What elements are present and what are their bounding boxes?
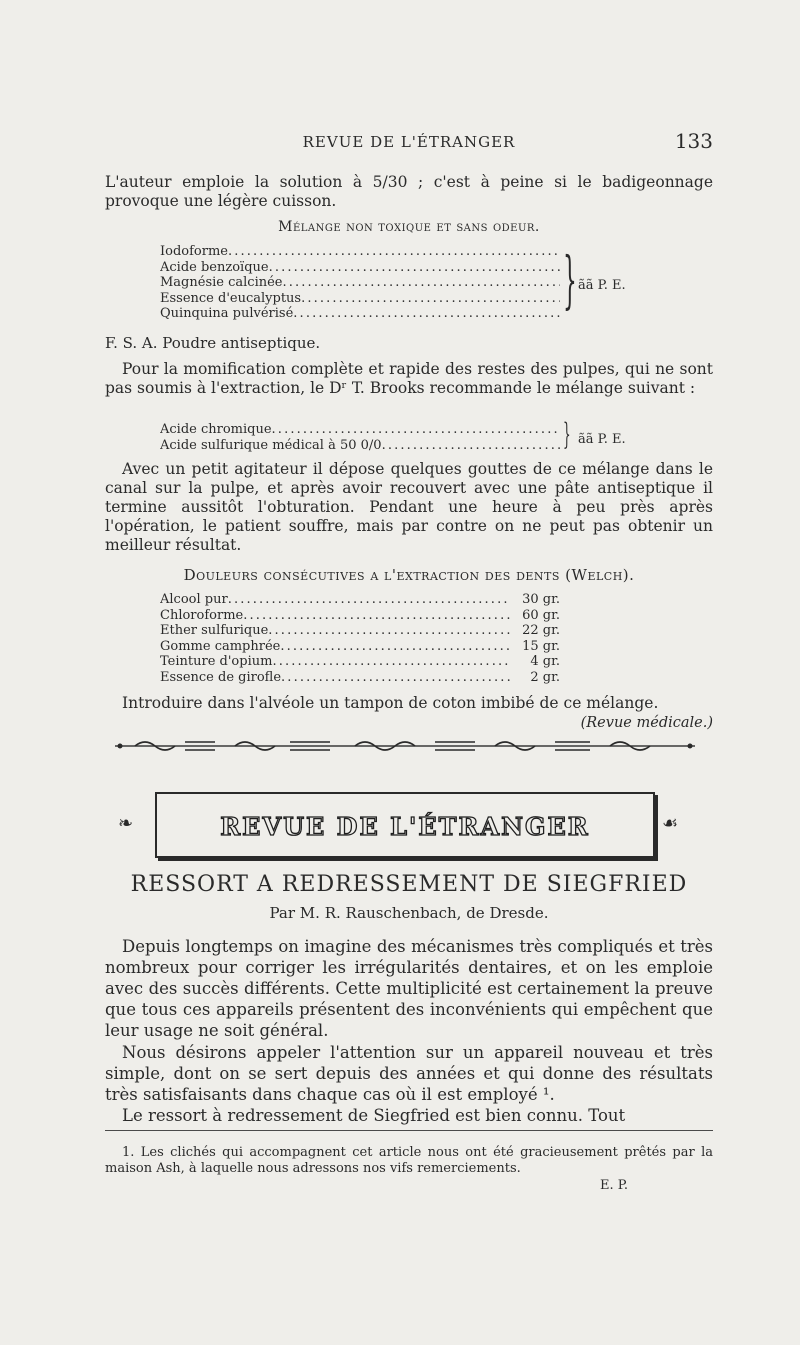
brace-symbol: }: [563, 417, 571, 452]
recipe3-source: (Revue médicale.): [580, 715, 713, 731]
footnote-signature: E. P.: [600, 1178, 628, 1193]
recipe1-heading: Mélange non toxique et sans odeur.: [278, 219, 540, 235]
intro-paragraph: L'auteur emploie la solution à 5/30 ; c'est à peine si le badigeonnage provoque une légère cuisson.: [105, 173, 713, 210]
recipe2-list: [160, 422, 560, 453]
article-paragraph-1: Depuis longtemps on imagine des mécanismes très compliqués et très nombreux pour corriger les irrégularités dentaires, et on les emploie avec des succès différents. Cette multiplicité est certainement la preuve que tous ces appareils présentent des inconvénients qui empêchent que leur usage ne soit général.: [105, 937, 713, 1040]
running-header: [105, 129, 713, 157]
page-number: 133: [674, 129, 713, 153]
recipe2-item: Acide sulfurique médical à 50 0/0 . . .: [160, 438, 560, 454]
agitateur-paragraph: Avec un petit agitateur il dépose quelques gouttes de ce mélange dans le canal sur la pulpe, et après avoir recouvert avec une pâte antiseptique il termine aussitôt l'obturation. Pendant une heure à peu près après l'opération, le patient souffre, mais par contre on ne peut pas obtenir un meilleur résultat.: [105, 460, 713, 554]
recipe3-item: Gomme camphrée . . . 15 gr.: [160, 639, 560, 655]
recipe1-item: Essence d'eucalyptus . . .: [160, 291, 560, 307]
recipe1-item: Quinquina pulvérisé . . .: [160, 306, 560, 322]
recipe3-item: Alcool pur . . . 30 gr.: [160, 592, 560, 608]
recipe2-dose: ãã P. E.: [578, 432, 626, 447]
recipe1-instruction: F. S. A. Poudre antiseptique.: [105, 334, 321, 352]
recipe3-item: Chloroforme . . . 60 gr.: [160, 608, 560, 624]
section-banner: [155, 792, 655, 858]
article-paragraph-3: Le ressort à redressement de Siegfried est bien connu. Tout: [122, 1106, 626, 1125]
brace-symbol: }: [563, 243, 577, 316]
recipe1-item: Iodoforme . . .: [160, 244, 560, 260]
recipe3-item: Ether sulfurique . . . 22 gr.: [160, 623, 560, 639]
recipe1-item: Acide benzoïque . . .: [160, 260, 560, 276]
recipe3-instruction: Introduire dans l'alvéole un tampon de coton imbibé de ce mélange.: [122, 694, 659, 712]
article-paragraph-2: Nous désirons appeler l'attention sur un appareil nouveau et très simple, dont on se sert depuis des années et qui donne des résultats très satisfaisants dans chaque cas où il est employé ¹.: [105, 1043, 713, 1104]
ornament-divider: [115, 738, 695, 754]
recipe1-item: Magnésie calcinée . . .: [160, 275, 560, 291]
article-byline: Par M. R. Rauschenbach, de Dresde.: [269, 904, 549, 922]
header-title: REVUE DE L'ÉTRANGER: [302, 133, 516, 151]
recipe1-list: [160, 244, 560, 322]
recipe3-heading: Douleurs consécutives a l'extraction des dents (Welch).: [183, 566, 635, 584]
banner-text: REVUE DE L'ÉTRANGER: [220, 812, 590, 841]
recipe2-item: Acide chromique . . .: [160, 422, 560, 438]
article-title: RESSORT A REDRESSEMENT DE SIEGFRIED: [130, 872, 688, 897]
recipe3-item: Teinture d'opium . . . 4 gr.: [160, 654, 560, 670]
recipe3-item: Essence de girofle . . . 2 gr.: [160, 670, 560, 686]
flourish-left-icon: ❧: [118, 813, 134, 834]
footnote-rule: [105, 1130, 713, 1131]
recipe3-list: [160, 592, 560, 685]
flourish-right-icon: ☙: [662, 813, 679, 834]
footnote-text: 1. Les clichés qui accompagnent cet article nous ont été gracieusement prêtés par la maison Ash, à laquelle nous adressons nos vifs remerciements.: [105, 1145, 713, 1176]
recipe1-dose: ãã P. E.: [578, 278, 626, 293]
momification-paragraph: Pour la momification complète et rapide des restes des pulpes, qui ne sont pas soumis à l'extraction, le Dʳ T. Brooks recommande le mélange suivant :: [105, 360, 713, 397]
